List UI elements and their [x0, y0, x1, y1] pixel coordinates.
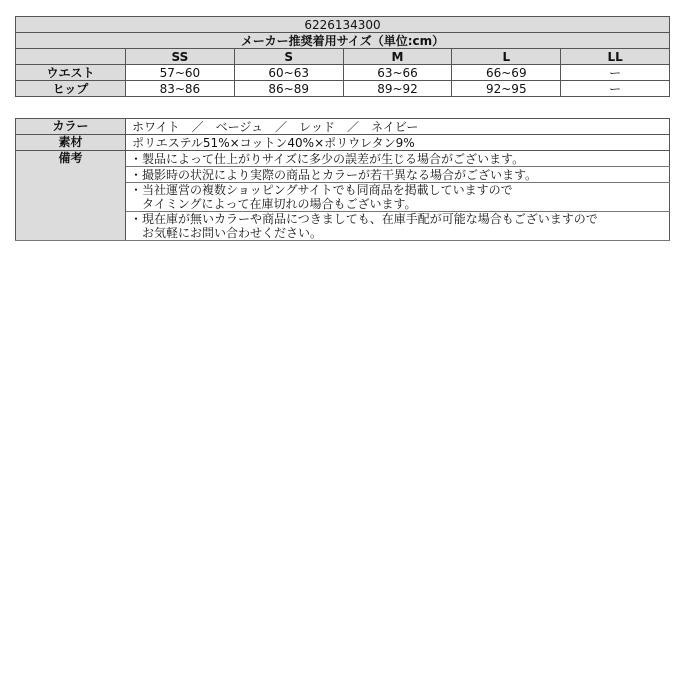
hip-l: 92~95	[452, 81, 561, 97]
table-row	[16, 65, 670, 81]
table-row	[16, 151, 670, 167]
size-table	[15, 16, 670, 97]
table-row	[16, 119, 670, 135]
notes-label: 備考	[16, 151, 126, 241]
material-value: ポリエステル51%×コットン40%×ポリウレタン9%	[126, 135, 670, 151]
waist-ll: ー	[561, 65, 670, 81]
spec-table	[15, 118, 670, 241]
waist-m: 63~66	[343, 65, 452, 81]
header-blank	[16, 49, 126, 65]
note-line: ・製品によって仕上がりサイズに多少の誤差が生じる場合がございます。	[130, 151, 525, 166]
color-label: カラー	[16, 119, 126, 135]
row-label-waist: ウエスト	[16, 65, 126, 81]
note-line: お気軽にお問い合わせください。	[130, 226, 323, 240]
waist-ss: 57~60	[126, 65, 235, 81]
size-table-subtitle: メーカー推奨着用サイズ（単位:cm）	[16, 33, 670, 49]
material-label: 素材	[16, 135, 126, 151]
note-line: ・当社運営の複数ショッピングサイトでも同商品を掲載していますので	[130, 183, 513, 197]
row-label-hip: ヒップ	[16, 81, 126, 97]
note-item	[126, 167, 670, 183]
color-value: ホワイト ／ ベージュ ／ レッド ／ ネイビー	[126, 119, 670, 135]
header-size-ll: LL	[561, 49, 670, 65]
table-row	[16, 135, 670, 151]
header-size-ss: SS	[126, 49, 235, 65]
note-item	[126, 212, 670, 241]
table-row	[16, 81, 670, 97]
hip-m: 89~92	[343, 81, 452, 97]
note-line: ・現在庫が無いカラーや商品につきましても、在庫手配が可能な場合もございますので	[130, 212, 598, 226]
header-size-l: L	[452, 49, 561, 65]
hip-s: 86~89	[234, 81, 343, 97]
waist-l: 66~69	[452, 65, 561, 81]
header-size-m: M	[343, 49, 452, 65]
header-size-s: S	[234, 49, 343, 65]
waist-s: 60~63	[234, 65, 343, 81]
hip-ss: 83~86	[126, 81, 235, 97]
note-line: ・撮影時の状況により実際の商品とカラーが若干異なる場合がございます。	[130, 167, 538, 182]
product-code: 6226134300	[16, 17, 670, 33]
hip-ll: ー	[561, 81, 670, 97]
note-item	[126, 151, 670, 167]
note-line: タイミングによって在庫切れの場合もございます。	[130, 197, 417, 211]
note-item	[126, 183, 670, 212]
